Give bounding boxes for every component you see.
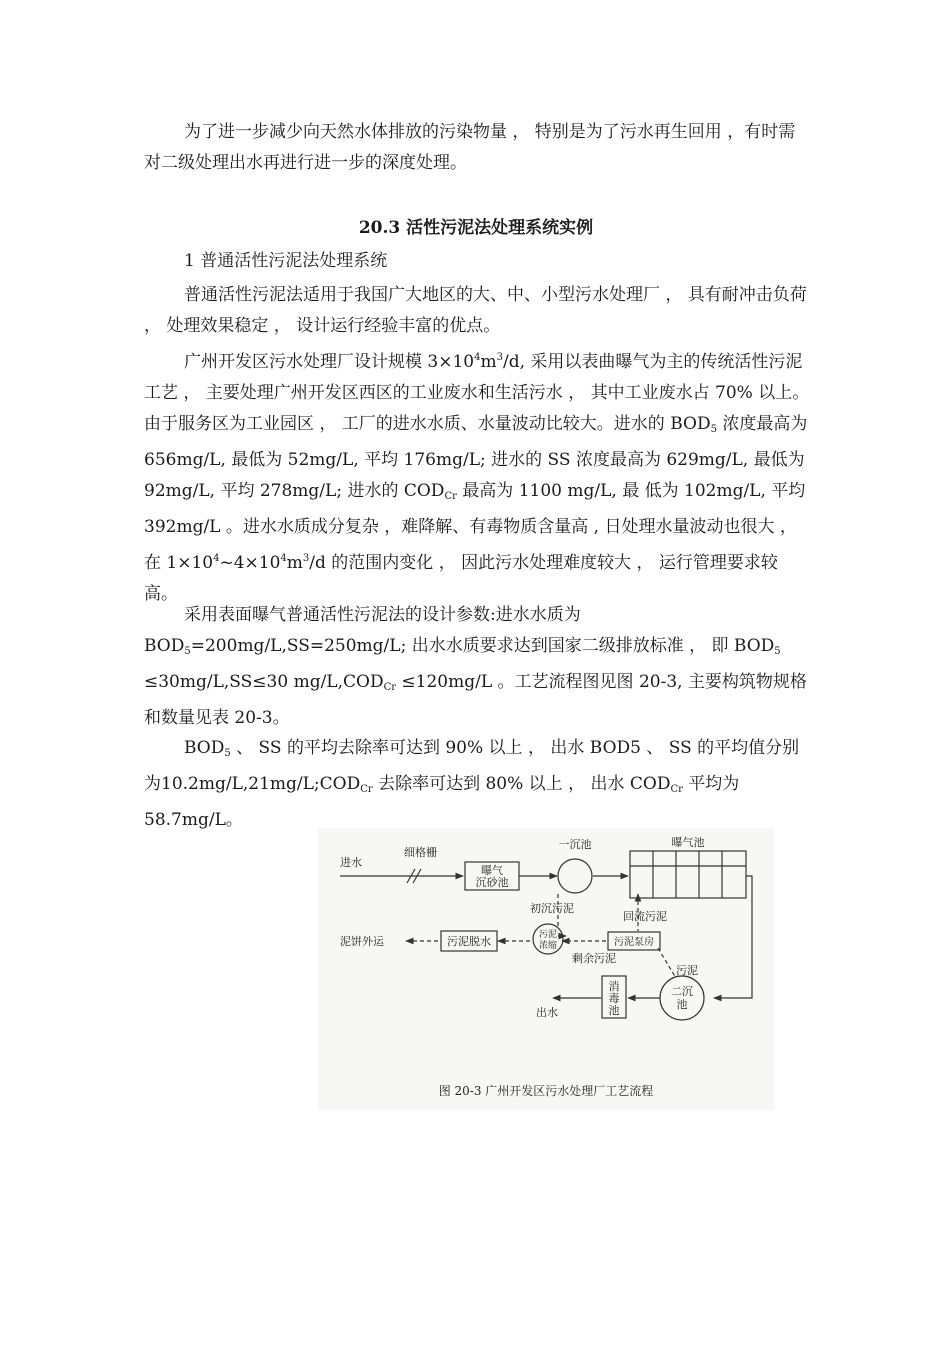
label-return-sludge: 回流污泥 <box>623 910 667 923</box>
paragraph-3: 采用表面曝气普通活性污泥法的设计参数:进水水质为 $BOD_5=200mg/L,SS=250mg/L$; 出水水质要求达到国家二级排放标准 ， 即 $BOD_5 \le 30mg/L,SS\le 30$ $mg/L,COD_{Cr} \le 120mg/L$ 。工艺流程图见图 20-3, 主要构筑物规格和数量见表 20-3。 <box>144 605 807 728</box>
label-thickener-line1: 污泥 <box>538 930 558 940</box>
label-dewatering: 污泥脱水 <box>447 935 491 948</box>
label-primary-sludge: 初沉污泥 <box>530 902 574 915</box>
label-screen: 细格栅 <box>404 846 437 859</box>
figure-background <box>318 828 774 1110</box>
label-primary: 一沉池 <box>558 838 592 851</box>
label-inlet: 进水 <box>340 856 362 869</box>
subsection-heading: 1 普通活性污泥法处理系统 <box>184 251 388 271</box>
paragraph-intro: 为了进一步减少向天然水体排放的污染物量 ， 特别是为了污水再生回用 ，有时需对二级处理出水再进行进一步的深度处理。 <box>144 122 796 173</box>
label-grit-line2: 沉砂池 <box>475 876 509 889</box>
label-disinfect-1: 消 <box>608 980 620 993</box>
label-disinfect-2: 毒 <box>608 992 620 1005</box>
label-outlet: 出水 <box>536 1006 558 1019</box>
label-disinfect-3: 池 <box>608 1004 620 1017</box>
section-heading: 20.3 活性污泥法处理系统实例 <box>358 218 594 238</box>
label-sludge: 污泥 <box>676 964 698 977</box>
process-flow-diagram <box>318 828 774 1110</box>
label-aeration: 曝气池 <box>671 836 705 849</box>
label-grit-line1: 曝气 <box>481 864 503 877</box>
label-thickener-line2: 浓缩 <box>538 941 558 951</box>
label-cake-out: 泥饼外运 <box>340 935 384 948</box>
label-secondary-line1: 二沉 <box>671 985 693 998</box>
label-secondary-line2: 池 <box>676 998 688 1011</box>
figure-caption: 图 20-3 广州开发区污水处理厂工艺流程 <box>438 1084 654 1098</box>
paragraph-1: 普通活性污泥法适用于我国广大地区的大、中、小型污水处理厂 ， 具有耐冲击负荷 ， 处理效果稳定 ， 设计运行经验丰富的优点。 <box>144 285 807 336</box>
paragraph-4: $BOD_5$ 、 SS 的平均去除率可达到 90% 以上 ， 出水 BOD5 、 SS 的平均值分别为$10.2mg/L,21mg/L;COD_{Cr}$ 去除率可达到 80% 以上 ， 出水 $COD_{Cr}$ 平均为 58.7mg/L。 <box>144 738 800 830</box>
paragraph-2: 广州开发区污水处理厂设计规模 $3\times 10^4m^3/d$, 采用以表曲曝气为主的传统活性污泥工艺 ， 主要处理广州开发区西区的工业废水和生活污水 ， 其中工业废水占 70% 以上。由于服务区为工业园区 ， 工厂的进水水质、水量波动比较大。进水的 $BOD_5$ 浓度最高为 656mg/L, 最低为 52mg/L, 平均 176mg/L; 进水的 SS 浓度最高为 629mg/L, 最低为 92mg/L, 平均 278mg/L; 进水的 $COD_{Cr}$ 最高为 1100 mg/L, 最 低为 102mg/L, 平均 392mg/L 。进水水质成分复杂 ，难降解、有毒物质含量高 , 日处理水量波动也很大 ， 在 $1\times 10^4\sim 4\times 10^4m^3/d$ 的范围内变化 ， 因此污水处理难度较大 ， 运行管理要求较高。 <box>144 352 810 604</box>
label-excess-sludge: 剩余污泥 <box>572 952 616 965</box>
label-sludge-pump: 污泥泵房 <box>614 937 654 948</box>
